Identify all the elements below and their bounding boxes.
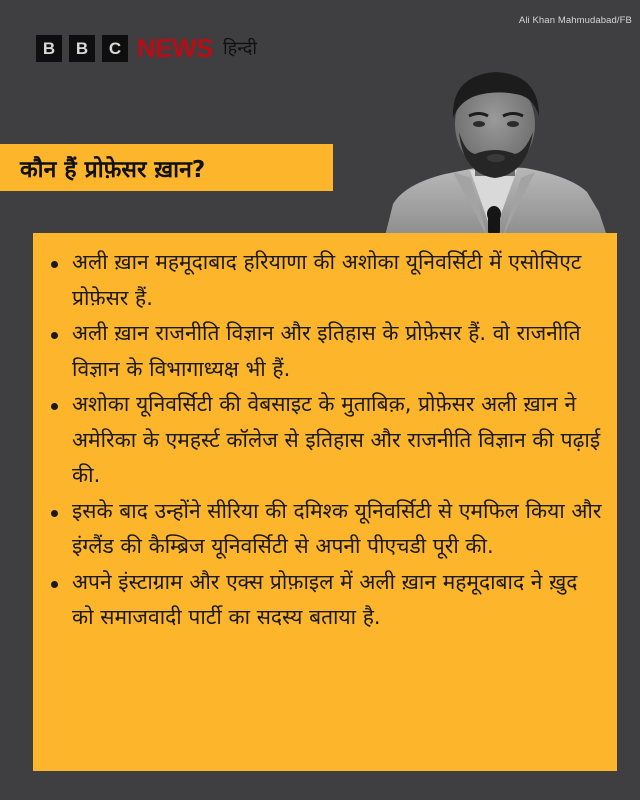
title-banner [0, 144, 333, 191]
bbc-logo-block-b2: B [69, 35, 95, 62]
list-item [47, 245, 603, 316]
bullet-icon [51, 581, 58, 588]
list-item [47, 316, 603, 387]
bullet-icon [51, 332, 58, 339]
list-item-text: अली ख़ान महमूदाबाद हरियाणा की अशोका यूनिवर्सिटी में एसोसिएट प्रोफ़ेसर हैं. [72, 250, 582, 310]
bbc-news-hindi-logo [36, 35, 257, 62]
portrait-photo [375, 66, 615, 236]
facts-list [47, 245, 603, 636]
bbc-language-label: हिन्दी [223, 38, 258, 59]
list-item [47, 494, 603, 565]
bbc-logo-block-c: C [102, 35, 128, 62]
bullet-icon [51, 510, 58, 517]
list-item-text: इसके बाद उन्होंने सीरिया की दमिश्क यूनिवर्सिटी से एमफिल किया और इंग्लैंड की कैम्ब्रिज यूनिवर्सिटी से अपनी पीएचडी पूरी की. [72, 498, 602, 558]
facts-panel [33, 233, 617, 771]
bullet-icon [51, 261, 58, 268]
list-item [47, 387, 603, 494]
list-item-text: अपने इंस्टाग्राम और एक्स प्रोफ़ाइल में अली ख़ान महमूदाबाद ने ख़ुद को समाजवादी पार्टी का सदस्य बताया है. [72, 569, 578, 629]
bbc-news-wordmark: NEWS [137, 33, 213, 63]
list-item-text: अली ख़ान राजनीति विज्ञान और इतिहास के प्रोफ़ेसर हैं. वो राजनीति विज्ञान के विभागाध्यक्ष भी हैं. [72, 321, 581, 381]
bbc-logo-block-b1: B [36, 35, 62, 62]
bullet-icon [51, 403, 58, 410]
photo-credit: Ali Khan Mahmudabad/FB [518, 15, 632, 26]
page-title: कौन हैं प्रोफ़ेसर ख़ान? [20, 156, 206, 183]
list-item [47, 565, 603, 636]
list-item-text: अशोका यूनिवर्सिटी की वेबसाइट के मुताबिक़, प्रोफ़ेसर अली ख़ान ने अमेरिका के एमहर्स्ट कॉलेज से इतिहास और राजनीति विज्ञान की पढ़ाई की. [72, 392, 601, 487]
